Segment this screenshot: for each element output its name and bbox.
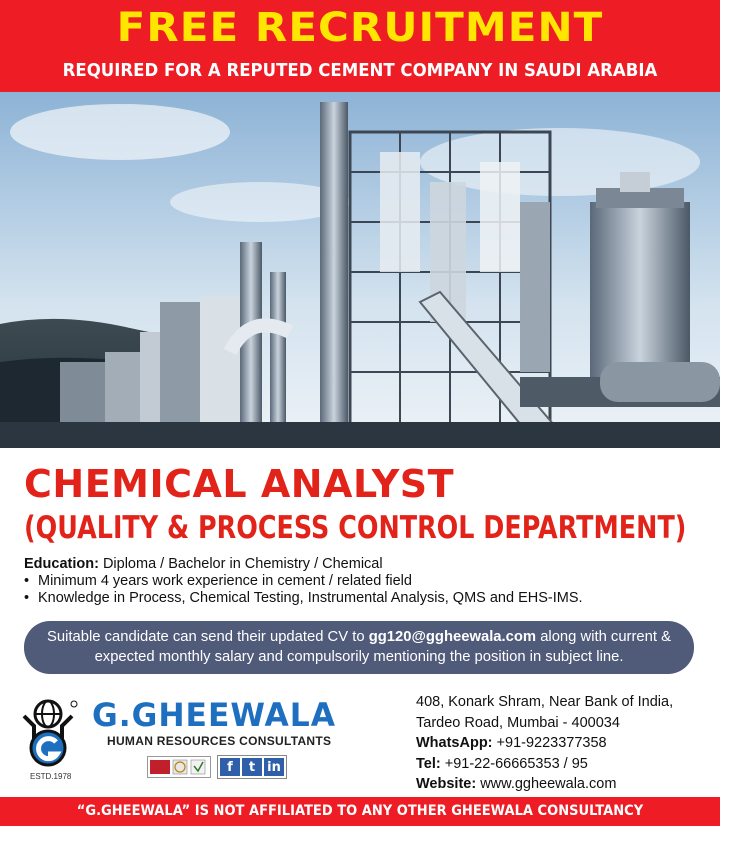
- footer-disclaimer: “G.GHEEWALA” IS NOT AFFILIATED TO ANY OTHER GHEEWALA CONSULTANCY OPERATING IN INDIA: [76, 803, 644, 848]
- requirements-list: [24, 573, 583, 607]
- education-value: Diploma / Bachelor in Chemistry / Chemical: [102, 556, 383, 572]
- social-links: [217, 755, 287, 779]
- address-line-2: Tardeo Road, Mumbai - 400034: [416, 714, 620, 731]
- linkedin-icon[interactable]: in: [264, 758, 284, 776]
- apply-text-before: Suitable candidate can send their updated CV to: [47, 629, 369, 645]
- apply-email-link[interactable]: gg120@ggheewala.com: [368, 629, 537, 645]
- footer-disclaimer-bar: [0, 797, 720, 848]
- education-label: Education:: [24, 556, 99, 572]
- whatsapp-label: WhatsApp:: [416, 735, 493, 751]
- job-department: (QUALITY & PROCESS CONTROL DEPARTMENT): [24, 510, 687, 546]
- address-line-1: 408, Konark Shram, Near Bank of India,: [416, 694, 674, 710]
- job-title: CHEMICAL ANALYST: [24, 462, 455, 506]
- sub-headline: REQUIRED FOR A REPUTED CEMENT COMPANY IN SAUDI ARABIA: [62, 60, 658, 81]
- whatsapp-number[interactable]: +91-9223377358: [492, 735, 607, 751]
- badges-row: [147, 755, 287, 779]
- education-line: [24, 556, 383, 572]
- tel-number[interactable]: +91-22-66665353 / 95: [440, 755, 588, 772]
- website-link[interactable]: www.ggheewala.com: [476, 776, 617, 792]
- website-line: [416, 774, 673, 795]
- twitter-icon[interactable]: t: [242, 758, 262, 776]
- gheewala-logo-icon: [20, 696, 80, 776]
- facebook-icon[interactable]: f: [220, 758, 240, 776]
- website-label: Website:: [416, 776, 477, 792]
- company-name: G.GHEEWALA: [92, 696, 336, 734]
- established-year: ESTD.1978: [30, 772, 72, 781]
- certification-badge-icon: [147, 756, 211, 778]
- contact-block: [416, 692, 673, 795]
- headline: FREE RECRUITMENT: [116, 5, 604, 51]
- requirement-item: • Knowledge in Process, Chemical Testing, Instrumental Analysis, QMS and EHS-IMS.: [24, 590, 583, 607]
- tel-label: Tel:: [416, 755, 441, 772]
- header-banner: [0, 0, 720, 92]
- apply-instructions: [24, 621, 694, 674]
- apply-text-after: along with current & expected monthly salary and compulsorily mentioning the position in subject line.: [94, 629, 671, 665]
- company-tagline: HUMAN RESOURCES CONSULTANTS: [107, 734, 332, 748]
- requirement-item: • Minimum 4 years work experience in cement / related field: [24, 573, 583, 590]
- cement-plant-photo: [0, 92, 720, 448]
- tel-line: [416, 754, 673, 775]
- whatsapp-line: [416, 733, 673, 754]
